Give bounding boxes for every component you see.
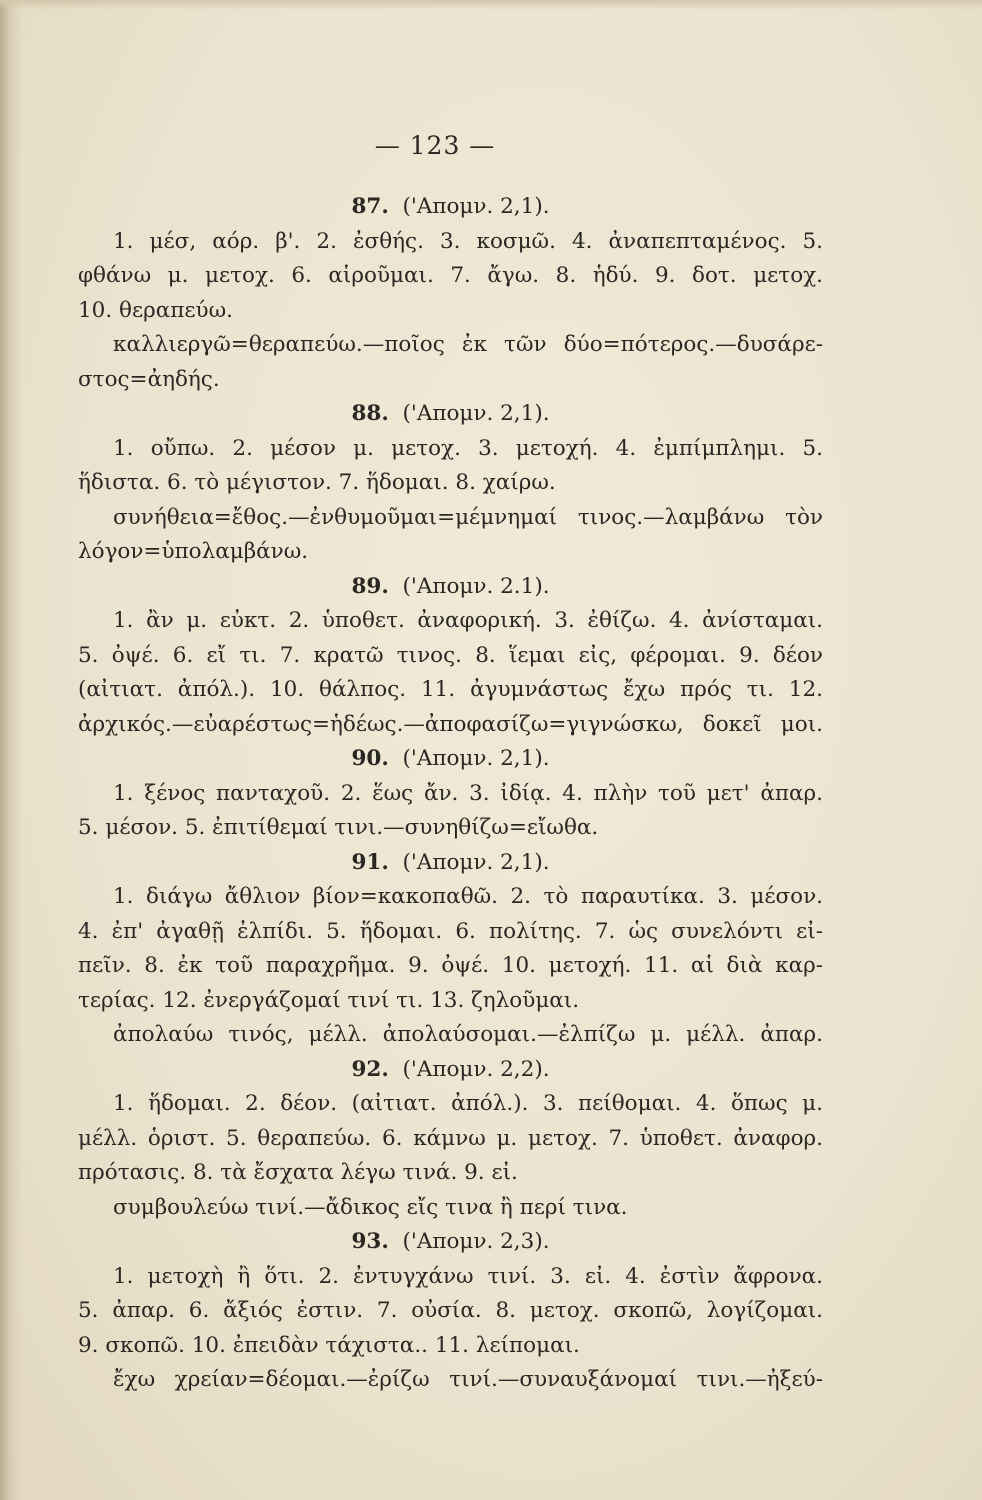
section-number: 88. <box>351 401 389 426</box>
text-line: 9. σκοπῶ. 10. ἐπειδὰν τάχιστα.. 11. λείπομαι. <box>78 1332 580 1358</box>
text-line: 5. ἀπαρ. 6. ἄξιός ἐστιν. 7. οὐσία. 8. μετοχ. σκοπῶ, λογίζομαι. <box>78 1298 823 1323</box>
text-line: 1. οὔπω. 2. μέσον μ. μετοχ. 3. μετοχή. 4. ἐμπίμπλημι. 5. <box>113 435 823 461</box>
section-number: 93. <box>351 1229 389 1254</box>
section-reference: ('Απομν. 2.1). <box>402 573 550 599</box>
text-line: λόγον=ὑπολαμβάνω. <box>78 539 309 564</box>
text-line: 5. ὀψέ. 6. εἴ τι. 7. κρατῶ τινος. 8. ἵεμαι εἰς, φέρομαι. 9. δέον <box>78 642 823 668</box>
section-heading <box>78 397 823 432</box>
section-number: 90. <box>351 746 389 771</box>
text-line: (αἰτιατ. ἀπόλ.). 10. θάλπος. 11. ἀγυμνάστως ἔχω πρός τι. 12. <box>78 677 823 702</box>
text-line: τερίας. 12. ἐνεργάζομαί τινί τι. 13. ζηλοῦμαι. <box>78 987 580 1013</box>
text-line: μέλλ. ὁριστ. 5. θεραπεύω. 6. κάμνω μ. μετοχ. 7. ὑποθετ. ἀναφορ. <box>78 1125 823 1151</box>
section-number: 91. <box>351 849 389 875</box>
section-heading <box>78 570 823 605</box>
section-reference: ('Απομν. 2,1). <box>402 401 550 426</box>
section-reference: ('Απομν. 2,1). <box>402 849 550 875</box>
text-line: 1. ἥδομαι. 2. δέον. (αἰτιατ. ἀπόλ.). 3. πείθομαι. 4. ὅπως μ. <box>113 1091 823 1116</box>
section-heading <box>78 190 823 225</box>
text-line: καλλιεργῶ=θεραπεύω.—ποῖος ἐκ τῶν δύο=πότερος.—δυσάρε- <box>113 332 823 357</box>
text-line: 5. μέσον. 5. ἐπιτίθεμαί τινι.—συνηθίζω=εἴωθα. <box>78 815 599 840</box>
section-heading <box>78 1225 823 1260</box>
section-reference: ('Απομν. 2,3). <box>402 1229 550 1254</box>
section-number: 92. <box>351 1056 389 1082</box>
section-number: 87. <box>351 194 389 219</box>
page-top-edge <box>0 0 982 10</box>
text-line: ἥδιστα. 6. τὸ μέγιστον. 7. ἥδομαι. 8. χαίρω. <box>78 470 556 495</box>
text-line: 10. θεραπεύω. <box>78 297 233 323</box>
text-line: πρότασις. 8. τὰ ἔσχατα λέγω τινά. 9. εἰ. <box>78 1160 518 1185</box>
section-heading <box>78 846 823 881</box>
section-heading <box>78 742 823 777</box>
section-reference: ('Απομν. 2,2). <box>402 1056 550 1082</box>
text-line: ἔχω χρείαν=δέομαι.—ἐρίζω τινί.—συναυξάνομαί τινι.—ἠξεύ- <box>113 1367 823 1392</box>
text-line: 1. διάγω ἄθλιον βίον=κακοπαθῶ. 2. τὸ παραυτίκα. 3. μέσον. <box>113 884 823 909</box>
spine-shadow <box>0 0 22 1500</box>
text-line: πεῖν. 8. ἐκ τοῦ παραχρῆμα. 9. ὀψέ. 10. μετοχή. 11. αἱ διὰ καρ- <box>78 953 823 978</box>
section-heading <box>78 1053 823 1088</box>
text-line: ἀρχικός.—εὐαρέστως=ἡδέως.—ἀποφασίζω=γιγνώσκω, δοκεῖ μοι. <box>78 711 823 737</box>
text-line: 1. μέσ, αόρ. β'. 2. ἐσθής. 3. κοσμῶ. 4. ἀναπεπταμένος. 5. <box>113 228 823 254</box>
section-reference: ('Απομν. 2,1). <box>402 746 550 771</box>
text-line: συνήθεια=ἔθος.—ἐνθυμοῦμαι=μέμνημαί τινος.—λαμβάνω τὸν <box>113 504 823 530</box>
text-line: 1. ξένος πανταχοῦ. 2. ἕως ἄν. 3. ἰδίᾳ. 4. πλὴν τοῦ μετ' ἀπαρ. <box>113 780 823 806</box>
text-line: συμβουλεύω τινί.—ἄδικος εἴς τινα ἢ περί τινα. <box>113 1194 628 1220</box>
text-line: στος=ἀηδής. <box>78 366 220 392</box>
text-line: φθάνω μ. μετοχ. 6. αἱροῦμαι. 7. ἄγω. 8. ἡδύ. 9. δοτ. μετοχ. <box>78 263 823 288</box>
text-line: ἀπολαύω τινός, μέλλ. ἀπολαύσομαι.—ἐλπίζω μ. μέλλ. ἀπαρ. <box>113 1022 823 1047</box>
text-block <box>78 190 823 1398</box>
section-reference: ('Απομν. 2,1). <box>402 194 550 219</box>
page-number: — 123 — <box>374 131 496 160</box>
section-number: 89. <box>351 573 389 599</box>
text-line: 1. ἂν μ. εὐκτ. 2. ὑποθετ. ἀναφορική. 3. ἐθίζω. 4. ἀνίσταμαι. <box>113 608 823 633</box>
text-line: 1. μετοχὴ ἢ ὅτι. 2. ἐντυγχάνω τινί. 3. εἰ. 4. ἐστὶν ἄφρονα. <box>113 1263 823 1289</box>
text-line: 4. ἐπ' ἀγαθῇ ἐλπίδι. 5. ἥδομαι. 6. πολίτης. 7. ὡς συνελόντι εἰ- <box>78 918 823 944</box>
